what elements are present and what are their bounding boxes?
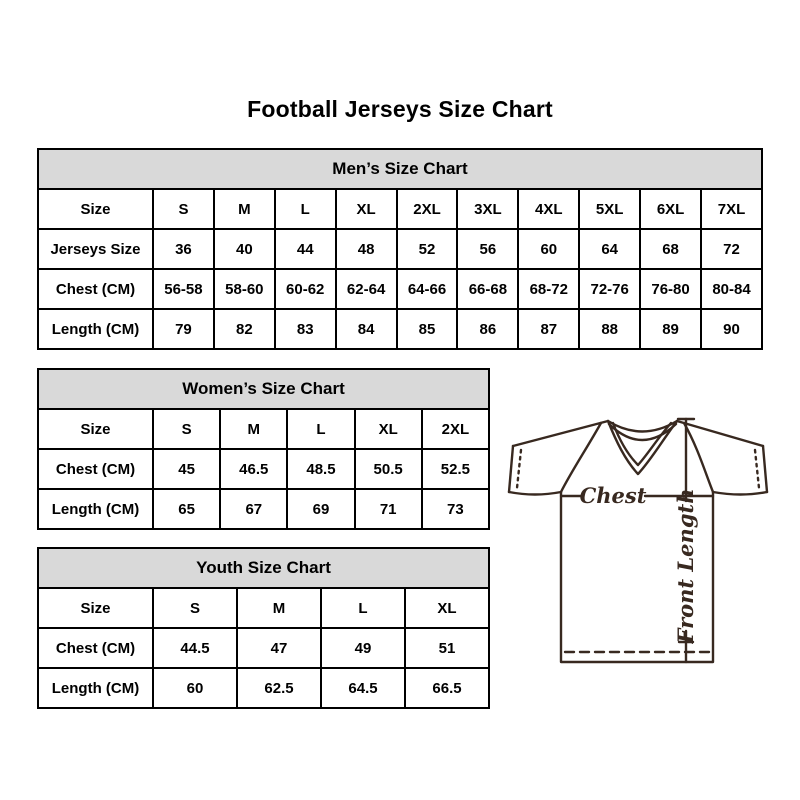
size-value-cell: 44.5: [153, 628, 237, 668]
size-value-cell: L: [321, 588, 405, 628]
size-value-cell: 85: [397, 309, 458, 349]
table-row: [38, 189, 762, 229]
vneck-collar: [608, 421, 677, 474]
size-value-cell: 69: [287, 489, 354, 529]
table-row: [38, 269, 762, 309]
row-header-cell: Chest (CM): [38, 628, 153, 668]
size-value-cell: 80-84: [701, 269, 762, 309]
size-value-cell: 87: [518, 309, 579, 349]
size-value-cell: 6XL: [640, 189, 701, 229]
size-value-cell: 52: [397, 229, 458, 269]
row-header-cell: Chest (CM): [38, 269, 153, 309]
size-value-cell: 72: [701, 229, 762, 269]
chest-label: Chest: [579, 483, 647, 508]
left-cuff-dashed-line: [517, 450, 521, 488]
table-row: [38, 628, 489, 668]
size-value-cell: 56-58: [153, 269, 214, 309]
jersey-outline: [509, 421, 767, 662]
size-value-cell: 68-72: [518, 269, 579, 309]
size-value-cell: 62-64: [336, 269, 397, 309]
table-row: [38, 409, 489, 449]
size-value-cell: 67: [220, 489, 287, 529]
size-value-cell: 64.5: [321, 668, 405, 708]
page-title: Football Jerseys Size Chart: [247, 96, 553, 122]
size-value-cell: 7XL: [701, 189, 762, 229]
table-header-row: [38, 149, 762, 189]
size-value-cell: 58-60: [214, 269, 275, 309]
row-header-cell: Size: [38, 588, 153, 628]
size-value-cell: 48: [336, 229, 397, 269]
size-value-cell: 4XL: [518, 189, 579, 229]
mens-table-title: Men’s Size Chart: [38, 149, 762, 189]
size-value-cell: 44: [275, 229, 336, 269]
size-value-cell: S: [153, 189, 214, 229]
size-value-cell: XL: [336, 189, 397, 229]
size-value-cell: 60: [153, 668, 237, 708]
size-value-cell: M: [214, 189, 275, 229]
table-row: [38, 309, 762, 349]
row-header-cell: Size: [38, 189, 153, 229]
size-value-cell: 84: [336, 309, 397, 349]
size-value-cell: 60-62: [275, 269, 336, 309]
size-value-cell: 64-66: [397, 269, 458, 309]
table-row: [38, 668, 489, 708]
size-value-cell: 36: [153, 229, 214, 269]
size-value-cell: 47: [237, 628, 321, 668]
size-value-cell: 45: [153, 449, 220, 489]
size-value-cell: 89: [640, 309, 701, 349]
womens-size-table: [37, 368, 490, 530]
size-value-cell: 51: [405, 628, 489, 668]
womens-table-title: Women’s Size Chart: [38, 369, 489, 409]
size-value-cell: 46.5: [220, 449, 287, 489]
size-value-cell: L: [287, 409, 354, 449]
size-value-cell: 66.5: [405, 668, 489, 708]
size-value-cell: 64: [579, 229, 640, 269]
row-header-cell: Length (CM): [38, 668, 153, 708]
size-value-cell: 66-68: [457, 269, 518, 309]
row-header-cell: Size: [38, 409, 153, 449]
size-value-cell: 3XL: [457, 189, 518, 229]
size-value-cell: 62.5: [237, 668, 321, 708]
mens-size-table: [37, 148, 763, 350]
size-value-cell: 50.5: [355, 449, 422, 489]
size-value-cell: 82: [214, 309, 275, 349]
size-value-cell: M: [237, 588, 321, 628]
size-value-cell: S: [153, 588, 237, 628]
size-value-cell: 79: [153, 309, 214, 349]
size-value-cell: XL: [355, 409, 422, 449]
jersey-measurement-diagram: [505, 400, 777, 672]
size-value-cell: 2XL: [397, 189, 458, 229]
size-value-cell: 52.5: [422, 449, 489, 489]
size-value-cell: 90: [701, 309, 762, 349]
row-header-cell: Length (CM): [38, 489, 153, 529]
size-value-cell: 71: [355, 489, 422, 529]
table-row: [38, 229, 762, 269]
row-header-cell: Chest (CM): [38, 449, 153, 489]
youth-table-title: Youth Size Chart: [38, 548, 489, 588]
size-value-cell: 73: [422, 489, 489, 529]
size-value-cell: 48.5: [287, 449, 354, 489]
right-cuff-dashed-line: [755, 450, 759, 488]
table-header-row: [38, 548, 489, 588]
size-value-cell: 2XL: [422, 409, 489, 449]
size-value-cell: 76-80: [640, 269, 701, 309]
youth-size-table: [37, 547, 490, 709]
size-value-cell: 65: [153, 489, 220, 529]
row-header-cell: Jerseys Size: [38, 229, 153, 269]
size-value-cell: S: [153, 409, 220, 449]
size-value-cell: 49: [321, 628, 405, 668]
table-row: [38, 449, 489, 489]
size-value-cell: 88: [579, 309, 640, 349]
size-value-cell: 5XL: [579, 189, 640, 229]
size-value-cell: M: [220, 409, 287, 449]
table-header-row: [38, 369, 489, 409]
row-header-cell: Length (CM): [38, 309, 153, 349]
size-value-cell: L: [275, 189, 336, 229]
size-value-cell: 68: [640, 229, 701, 269]
size-value-cell: 86: [457, 309, 518, 349]
size-value-cell: 72-76: [579, 269, 640, 309]
size-value-cell: 40: [214, 229, 275, 269]
front-length-label: Front Length: [673, 488, 698, 644]
table-row: [38, 588, 489, 628]
size-value-cell: XL: [405, 588, 489, 628]
size-value-cell: 60: [518, 229, 579, 269]
size-value-cell: 56: [457, 229, 518, 269]
table-row: [38, 489, 489, 529]
size-value-cell: 83: [275, 309, 336, 349]
